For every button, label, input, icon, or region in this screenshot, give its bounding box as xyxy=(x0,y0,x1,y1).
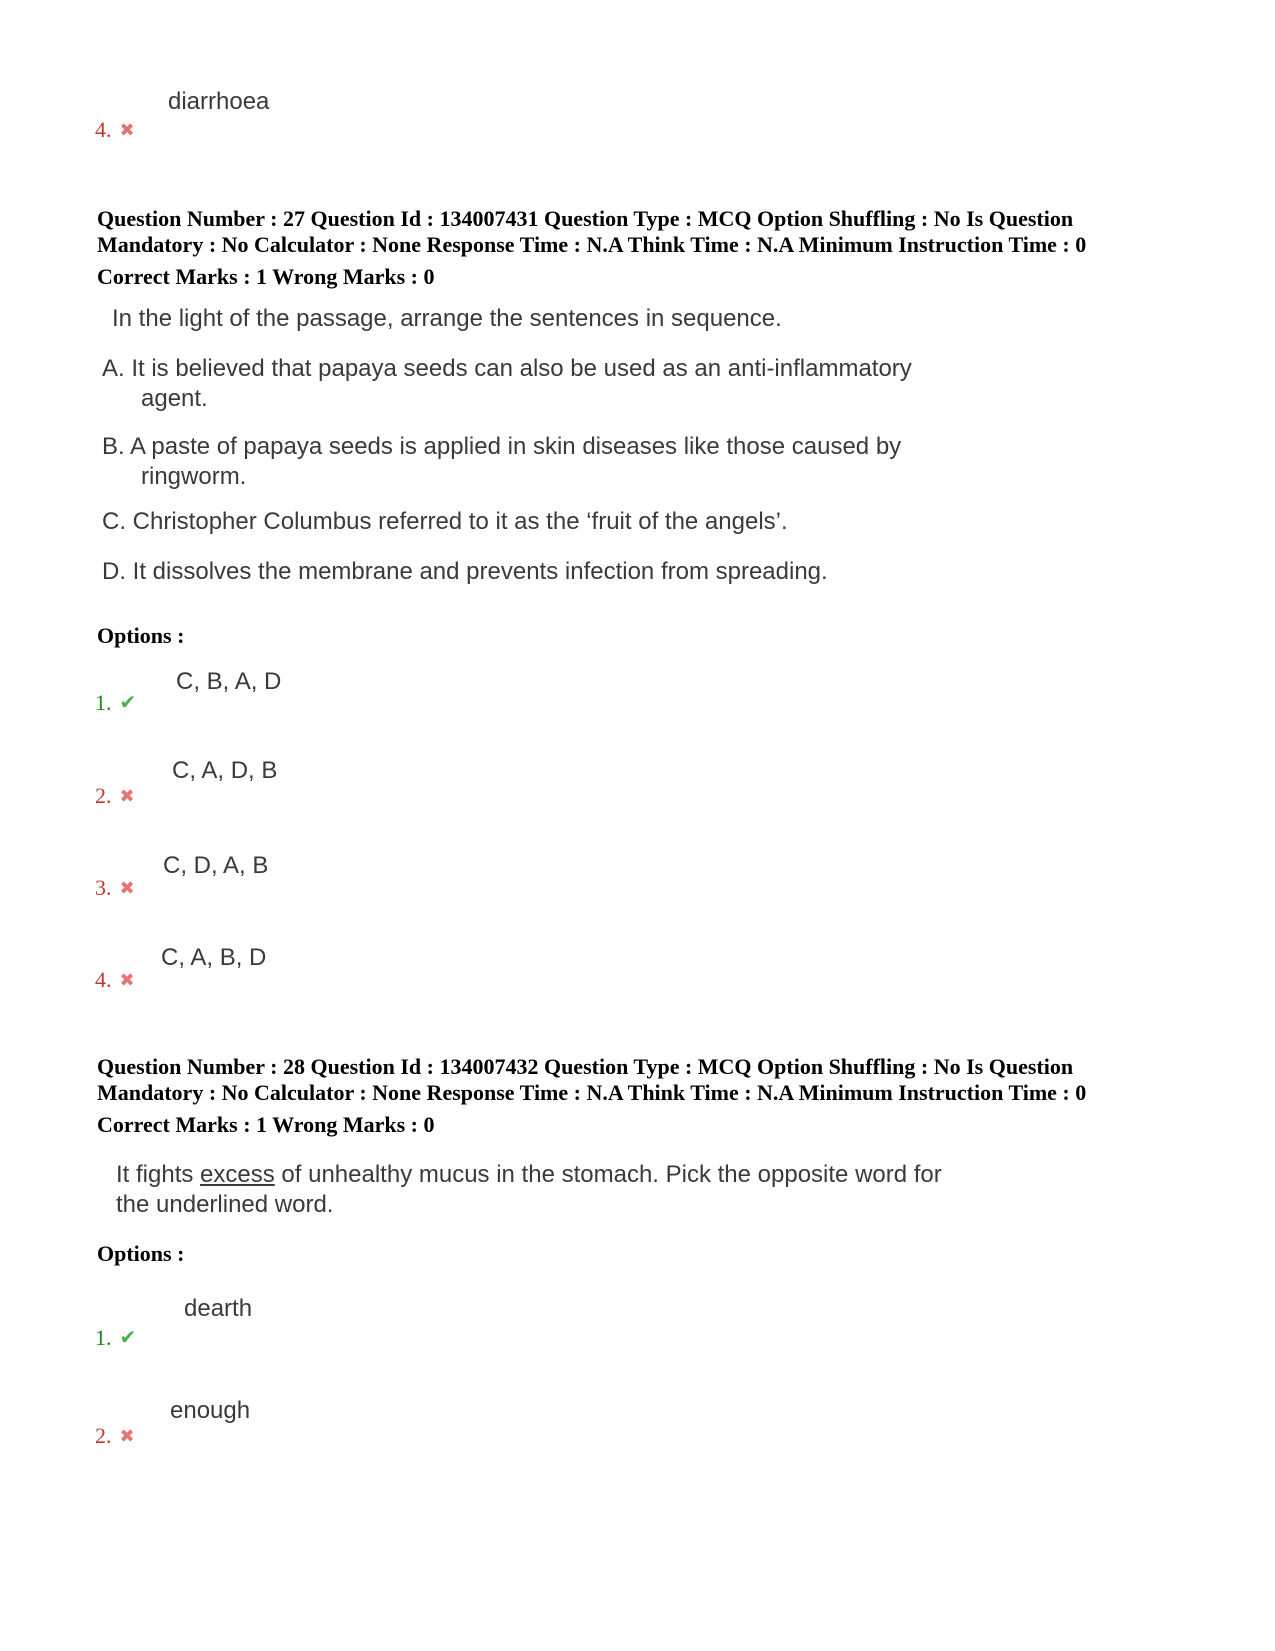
cross-icon: ✖ xyxy=(119,786,135,807)
cross-icon: ✖ xyxy=(119,878,135,899)
q27-statement-b xyxy=(102,432,901,492)
statement-d-line: D. It dissolves the membrane and prevents infection from spreading. xyxy=(102,558,828,585)
option-number: 2. xyxy=(95,783,112,808)
q28-text-post: of unhealthy mucus in the stomach. Pick the opposite word for xyxy=(274,1161,942,1188)
q27-meta-line1: Question Number : 27 Question Id : 134007431 Question Type : MCQ Option Shuffling : No Is Question xyxy=(97,206,1074,231)
q28-option-2[interactable] xyxy=(95,1424,135,1449)
q27-statement-a xyxy=(102,354,912,414)
q27-option-3[interactable] xyxy=(95,876,135,901)
option-number: 1. xyxy=(95,690,112,715)
q27-meta-line2: Mandatory : No Calculator : None Response Time : N.A Think Time : N.A Minimum Instruction Time : 0 xyxy=(97,232,1087,257)
q28-meta-line2: Mandatory : No Calculator : None Response Time : N.A Think Time : N.A Minimum Instruction Time : 0 xyxy=(97,1080,1087,1105)
q28-meta-line1: Question Number : 28 Question Id : 134007432 Question Type : MCQ Option Shuffling : No Is Question xyxy=(97,1054,1074,1079)
q28-text-pre: It fights xyxy=(116,1161,201,1188)
q28-option-1[interactable] xyxy=(95,1325,136,1350)
q28-question xyxy=(116,1160,942,1220)
q27-option-1-text[interactable]: C, B, A, D xyxy=(176,668,282,695)
cross-icon: ✖ xyxy=(119,120,135,141)
statement-b-line2: ringworm. xyxy=(141,463,247,490)
q27-option-4-text[interactable]: C, A, B, D xyxy=(161,944,267,971)
q28-question-line2: the underlined word. xyxy=(116,1191,334,1218)
q27-statement-d xyxy=(102,557,828,587)
option-number: 4. xyxy=(95,117,112,142)
option-number: 2. xyxy=(95,1423,112,1448)
q27-option-3-text[interactable]: C, D, A, B xyxy=(163,852,269,879)
q28-marks: Correct Marks : 1 Wrong Marks : 0 xyxy=(97,1112,435,1137)
q28-question-line1 xyxy=(116,1160,942,1190)
q27-option-1[interactable] xyxy=(95,690,136,715)
q28-option-2-text[interactable]: enough xyxy=(170,1397,251,1424)
statement-b-line1: B. A paste of papaya seeds is applied in skin diseases like those caused by xyxy=(102,433,902,460)
q27-option-2-text[interactable]: C, A, D, B xyxy=(172,757,278,784)
statement-a-line1: A. It is believed that papaya seeds can also be used as an anti-inflammatory xyxy=(102,355,912,382)
prev-option-4-text: diarrhoea xyxy=(168,88,270,115)
q28-options-label: Options : xyxy=(97,1241,185,1266)
check-icon: ✔ xyxy=(119,1325,137,1349)
q28-underlined-word: excess xyxy=(200,1161,275,1188)
q28-meta xyxy=(97,1054,1197,1138)
q27-statement-c xyxy=(102,507,788,537)
statement-c-line: C. Christopher Columbus referred to it as the ‘fruit of the angels’. xyxy=(102,508,788,535)
check-icon: ✔ xyxy=(119,690,137,714)
q27-option-4[interactable] xyxy=(95,968,135,993)
statement-a-line2: agent. xyxy=(141,385,208,412)
q27-options-label: Options : xyxy=(97,623,185,648)
q28-option-1-text[interactable]: dearth xyxy=(184,1295,253,1322)
q27-meta xyxy=(97,206,1197,290)
q27-instruction: In the light of the passage, arrange the sentences in sequence. xyxy=(112,305,782,332)
cross-icon: ✖ xyxy=(119,1426,135,1447)
prev-option-4 xyxy=(95,118,135,143)
cross-icon: ✖ xyxy=(119,970,135,991)
option-number: 1. xyxy=(95,1325,112,1350)
q27-option-2[interactable] xyxy=(95,784,135,809)
q27-marks: Correct Marks : 1 Wrong Marks : 0 xyxy=(97,264,435,289)
option-number: 3. xyxy=(95,875,112,900)
option-number: 4. xyxy=(95,967,112,992)
